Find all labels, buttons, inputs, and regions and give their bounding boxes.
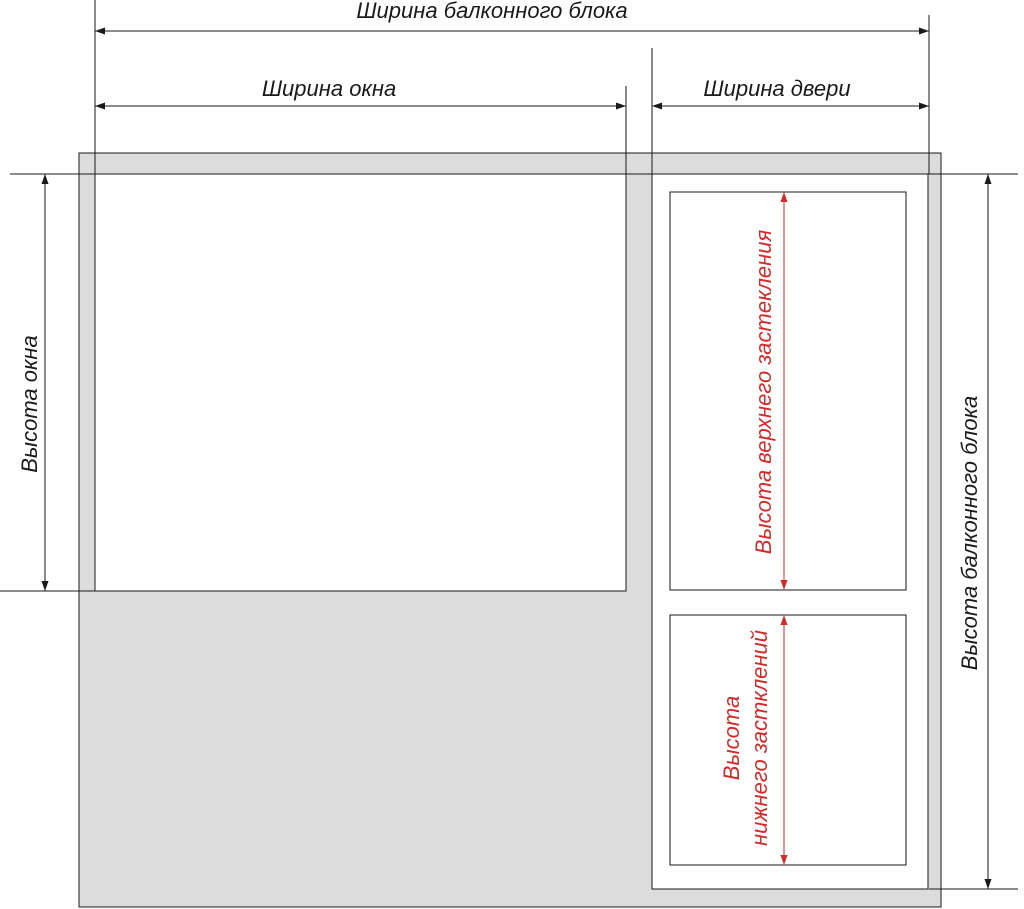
window-opening [95,174,626,591]
wall-frame [79,153,941,907]
window-width-label: Ширина окна [261,76,397,101]
window-height-label: Высота окна [17,335,42,473]
door-width-label: Ширина двери [703,76,851,101]
lower-glazing-height-label-line2: нижнего застклений [747,630,772,846]
upper-glazing-height-label: Высота верхнего застекления [751,229,776,555]
balcony-block-height-label: Высота балконного блока [957,395,982,671]
lower-glazing-panel [670,615,906,865]
lower-glazing-height-label-line1: Высота [719,695,744,781]
balcony-block-width-label: Ширина балконного блока [356,0,628,23]
upper-glazing-panel [670,192,906,590]
